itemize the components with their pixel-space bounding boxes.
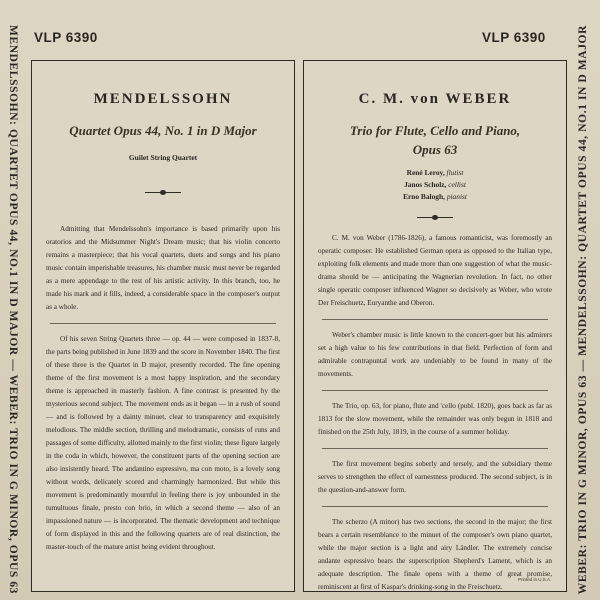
paragraph: The first movement begins soberly and tersely, and the subsidiary theme serves to strengthen the effect of earnestness produced. The second subject, is in the question-and-answer form.: [318, 460, 552, 494]
performer-line: [318, 179, 552, 191]
spine-right: [572, 25, 594, 595]
performer-role: pianist: [446, 192, 467, 201]
ornament-divider: [417, 217, 453, 218]
spine-left: [2, 25, 24, 595]
paragraph: Admitting that Mendelssohn's importance is based primarily upon his oratorios and the Midsummer Night's Dream music; that his violin concerto remains a masterpiece; that his vocal quartets, duets and songs and his piano music contain imperishable treasures, his chamber music must never be regarded as a mere appendage to the rest of his artistic activity. In this branch, too, he made his mark and it fills, indeed, a considerable space in the composer's output as a whole.: [46, 225, 280, 311]
printed-in-usa: Printed in U.S.A.: [518, 577, 552, 582]
paragraph: The scherzo (A minor) has two sections, the second in the major; the first bears a certain resemblance to the minuet of the composer's own piano quartet, while the major section is a light and airy Ländler. The extremely concise andante espressivo bears the superscription Shepherd's Lament, which is an adequate description. The finale opens with a theme of great promise, reminiscent at first of Kaspar's drinking-song in the Freischuetz.: [318, 518, 552, 591]
catalog-number-right: VLP 6390: [482, 30, 546, 45]
work-title-line-1: Trio for Flute, Cello and Piano,: [349, 123, 521, 138]
performer-role: flutist: [446, 168, 464, 177]
section-rule: [50, 323, 276, 324]
section-rule: [322, 506, 548, 507]
ornament-divider: [145, 192, 181, 193]
section-rule: [322, 448, 548, 449]
weber-panel: [303, 60, 567, 592]
mendelssohn-panel: [31, 60, 295, 592]
work-title-line-2: Opus 63: [412, 142, 458, 157]
catalog-number-left: VLP 6390: [34, 30, 98, 45]
spine-left-text: MENDELSSOHN: QUARTET OPUS 44, NO.1 IN D MAJOR — WEBER: TRIO IN G MINOR, OPUS 63: [7, 25, 19, 595]
performer-name: Janos Scholz,: [404, 180, 447, 189]
performer-name: Erno Balogh,: [403, 192, 445, 201]
paragraph: C. M. von Weber (1786-1826), a famous romanticist, was foremostly an operatic composer. He established German opera as opposed to the Italian type, exploiting folk elements and made more than one suggestion of what the music-drama should be — anticipating the Wagnerian revolution. In fact, no other single operatic composer influenced Wagner so decisively as Weber, who wrote Der Freischuetz, Euryanthe and Oberon.: [318, 234, 552, 307]
paragraph: Weber's chamber music is little known to the concert-goer but his admirers set a high value to his few contributions in that field. Perfection of form and admirable contrapuntal work are undeniably to be found in many of the movements.: [318, 331, 552, 378]
performer-line: [318, 191, 552, 203]
section-rule: [322, 390, 548, 391]
work-title: Quartet Opus 44, No. 1 in D Major: [69, 123, 257, 138]
performer-role: cellist: [448, 180, 466, 189]
spine-right-text: WEBER: TRIO IN G MINOR, OPUS 63 — MENDELSSOHN: QUARTET OPUS 44, NO.1 IN D MAJOR: [577, 25, 589, 595]
paragraph: Of his seven String Quartets three — op. 44 — were composed in 1837-8, the parts being published in June 1839 and the score in November 1840. The first of these three is the Quartet in D major, presently recorded. The fine opening theme of the first movement is a most happy inspiration, and the secondary theme is approached in masterly fashion. A fine contrast is presented by the mysterious second subject. The movement ends as it began — in a rush of sound — and is followed by a dainty minuet, clear to transparency and exquisitely melodious. The middle section, thrilling and melodramatic, consists of runs and passages of some difficulty, allotted mainly to the first violin; these figure largely in the coda in which, however, the constituent parts of the opening section are also insistently heard. The andantino espressivo, ma con moto, is a lovely song without words, delicately scored and charmingly harmonized. But while this movement is predominantly mournful in feeling there is joy unbounded in the tumultuous finale, presto con brio, in which a second theme — also of an impassioned nature — is incorporated. The thematic development and technique of form displayed in this and the following quartets are of real distinction, the master-touch of the mature artist being evident throughout.: [46, 335, 281, 551]
paragraph: The Trio, op. 63, for piano, flute and 'cello (publ. 1820), goes back as far as 1813 for the slow movement, while the remainder was only begun in 1818 and finished on the 25th July, 1819, in the course of a summer holiday.: [318, 402, 552, 436]
composer-title: MENDELSSOHN: [93, 91, 233, 107]
performer-name: René Leroy,: [406, 168, 445, 177]
composer-title: C. M. von WEBER: [358, 91, 512, 107]
performer: Guilet String Quartet: [128, 153, 198, 162]
performer-line: [318, 167, 552, 179]
section-rule: [322, 319, 548, 320]
